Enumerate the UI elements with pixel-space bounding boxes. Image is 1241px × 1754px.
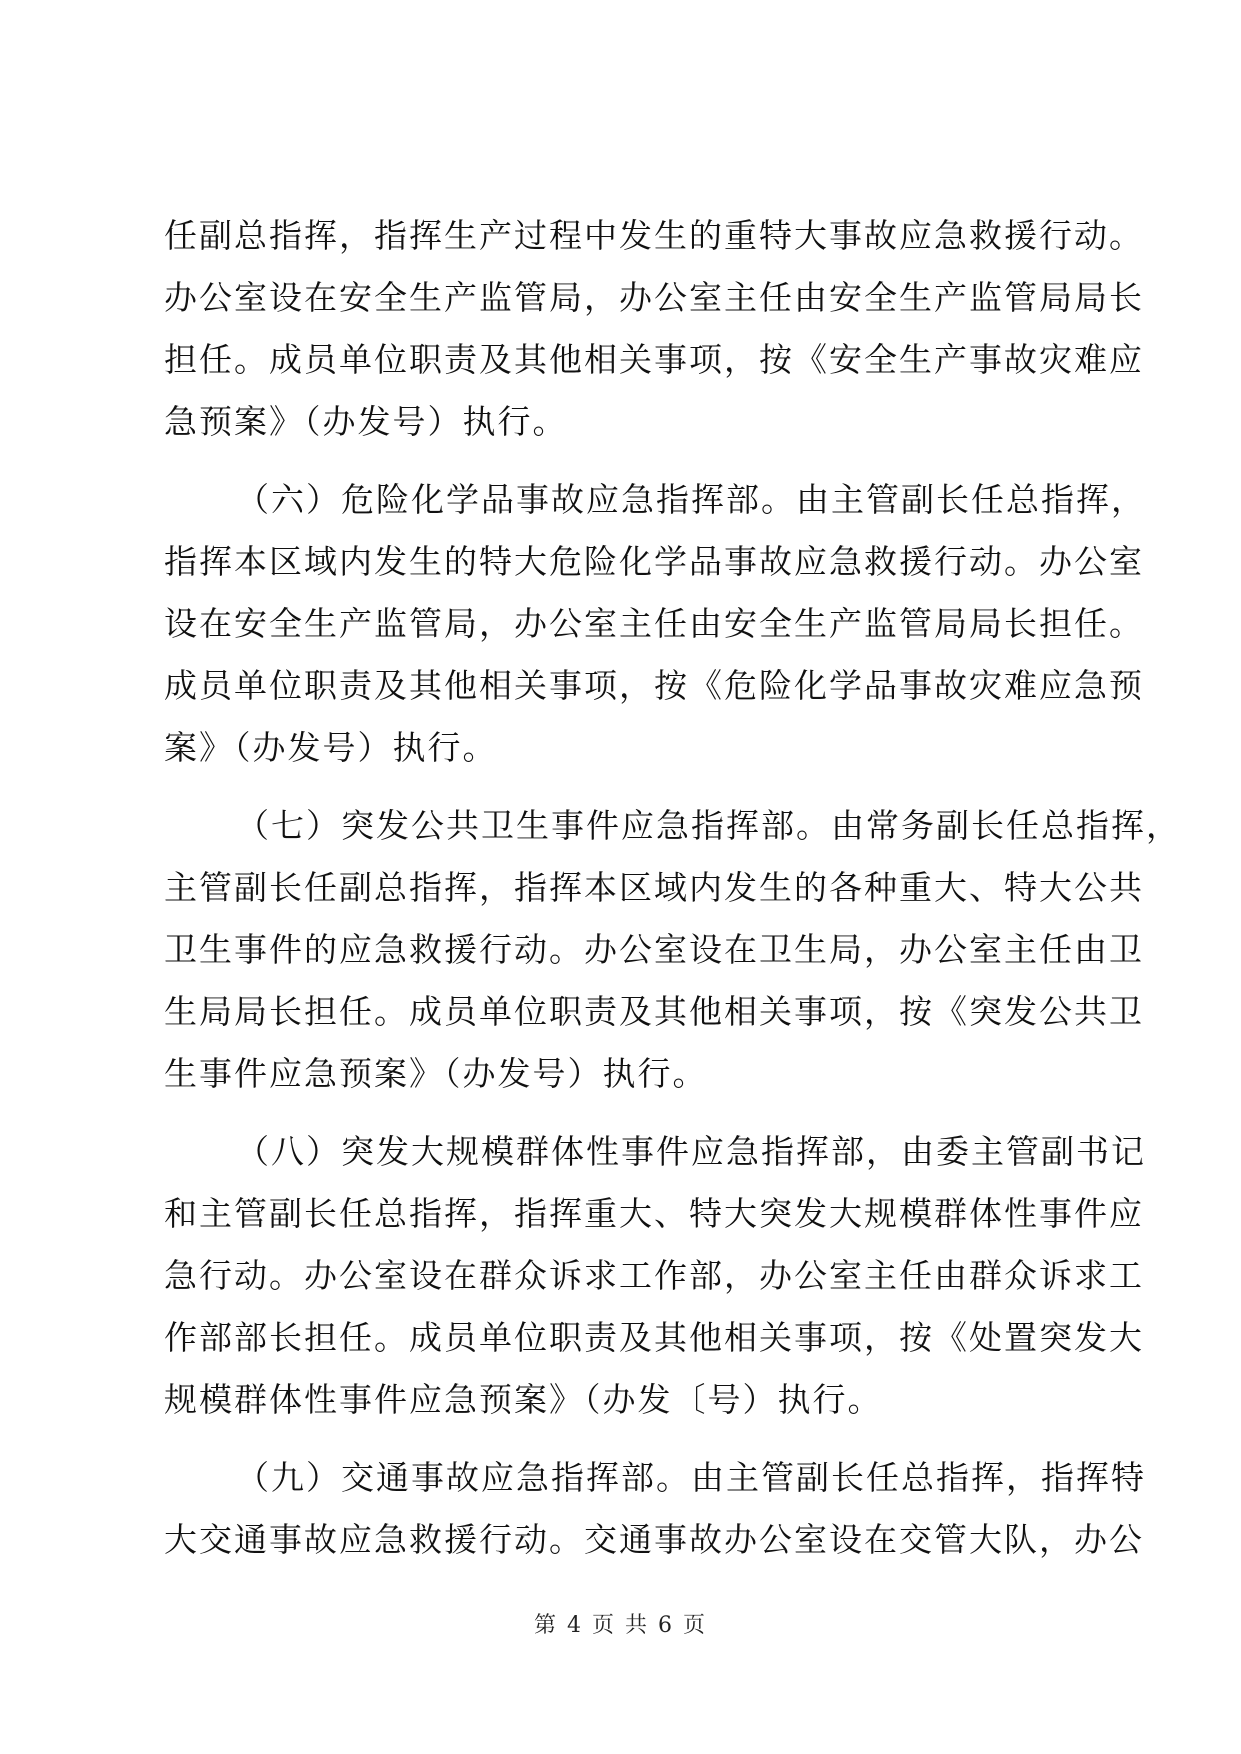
text-line: 和主管副长任总指挥，指挥重大、特大突发大规模群体性事件应 xyxy=(164,1194,1144,1233)
text-line: 担任。成员单位职责及其他相关事项，按《安全生产事故灾难应 xyxy=(164,340,1144,379)
text-line: 大交通事故应急救援行动。交通事故办公室设在交管大队，办公 xyxy=(164,1520,1144,1559)
text-line: 急行动。办公室设在群众诉求工作部，办公室主任由群众诉求工 xyxy=(164,1256,1144,1295)
paragraph-first-line: （六）危险化学品事故应急指挥部。由主管副长任总指挥， xyxy=(236,480,1146,519)
paragraph-first-line: （七）突发公共卫生事件应急指挥部。由常务副长任总指挥， xyxy=(236,806,1181,845)
text-line: 规模群体性事件应急预案》（办发〔号）执行。 xyxy=(164,1380,883,1419)
text-line: 生局局长担任。成员单位职责及其他相关事项，按《突发公共卫 xyxy=(164,992,1144,1031)
text-line: 指挥本区域内发生的特大危险化学品事故应急救援行动。办公室 xyxy=(164,542,1144,581)
text-line: 主管副长任副总指挥，指挥本区域内发生的各种重大、特大公共 xyxy=(164,868,1144,907)
text-line: 办公室设在安全生产监管局，办公室主任由安全生产监管局局长 xyxy=(164,278,1144,317)
text-line: 设在安全生产监管局，办公室主任由安全生产监管局局长担任。 xyxy=(164,604,1144,643)
paragraph-first-line: （九）交通事故应急指挥部。由主管副长任总指挥，指挥特 xyxy=(236,1458,1146,1497)
document-body xyxy=(164,205,1181,1571)
text-line: 作部部长担任。成员单位职责及其他相关事项，按《处置突发大 xyxy=(164,1318,1144,1357)
text-line: 成员单位职责及其他相关事项，按《危险化学品事故灾难应急预 xyxy=(164,666,1144,705)
text-line: 生事件应急预案》（办发号）执行。 xyxy=(164,1054,708,1093)
text-line: 急预案》（办发号）执行。 xyxy=(164,402,568,441)
text-line: 案》（办发号）执行。 xyxy=(164,728,498,767)
paragraph-first-line: （八）突发大规模群体性事件应急指挥部，由委主管副书记 xyxy=(236,1132,1146,1171)
text-line: 卫生事件的应急救援行动。办公室设在卫生局，办公室主任由卫 xyxy=(164,930,1144,969)
text-line: 任副总指挥，指挥生产过程中发生的重特大事故应急救援行动。 xyxy=(164,216,1144,255)
page-number-footer: 第 4 页 共 6 页 xyxy=(534,1613,707,1638)
